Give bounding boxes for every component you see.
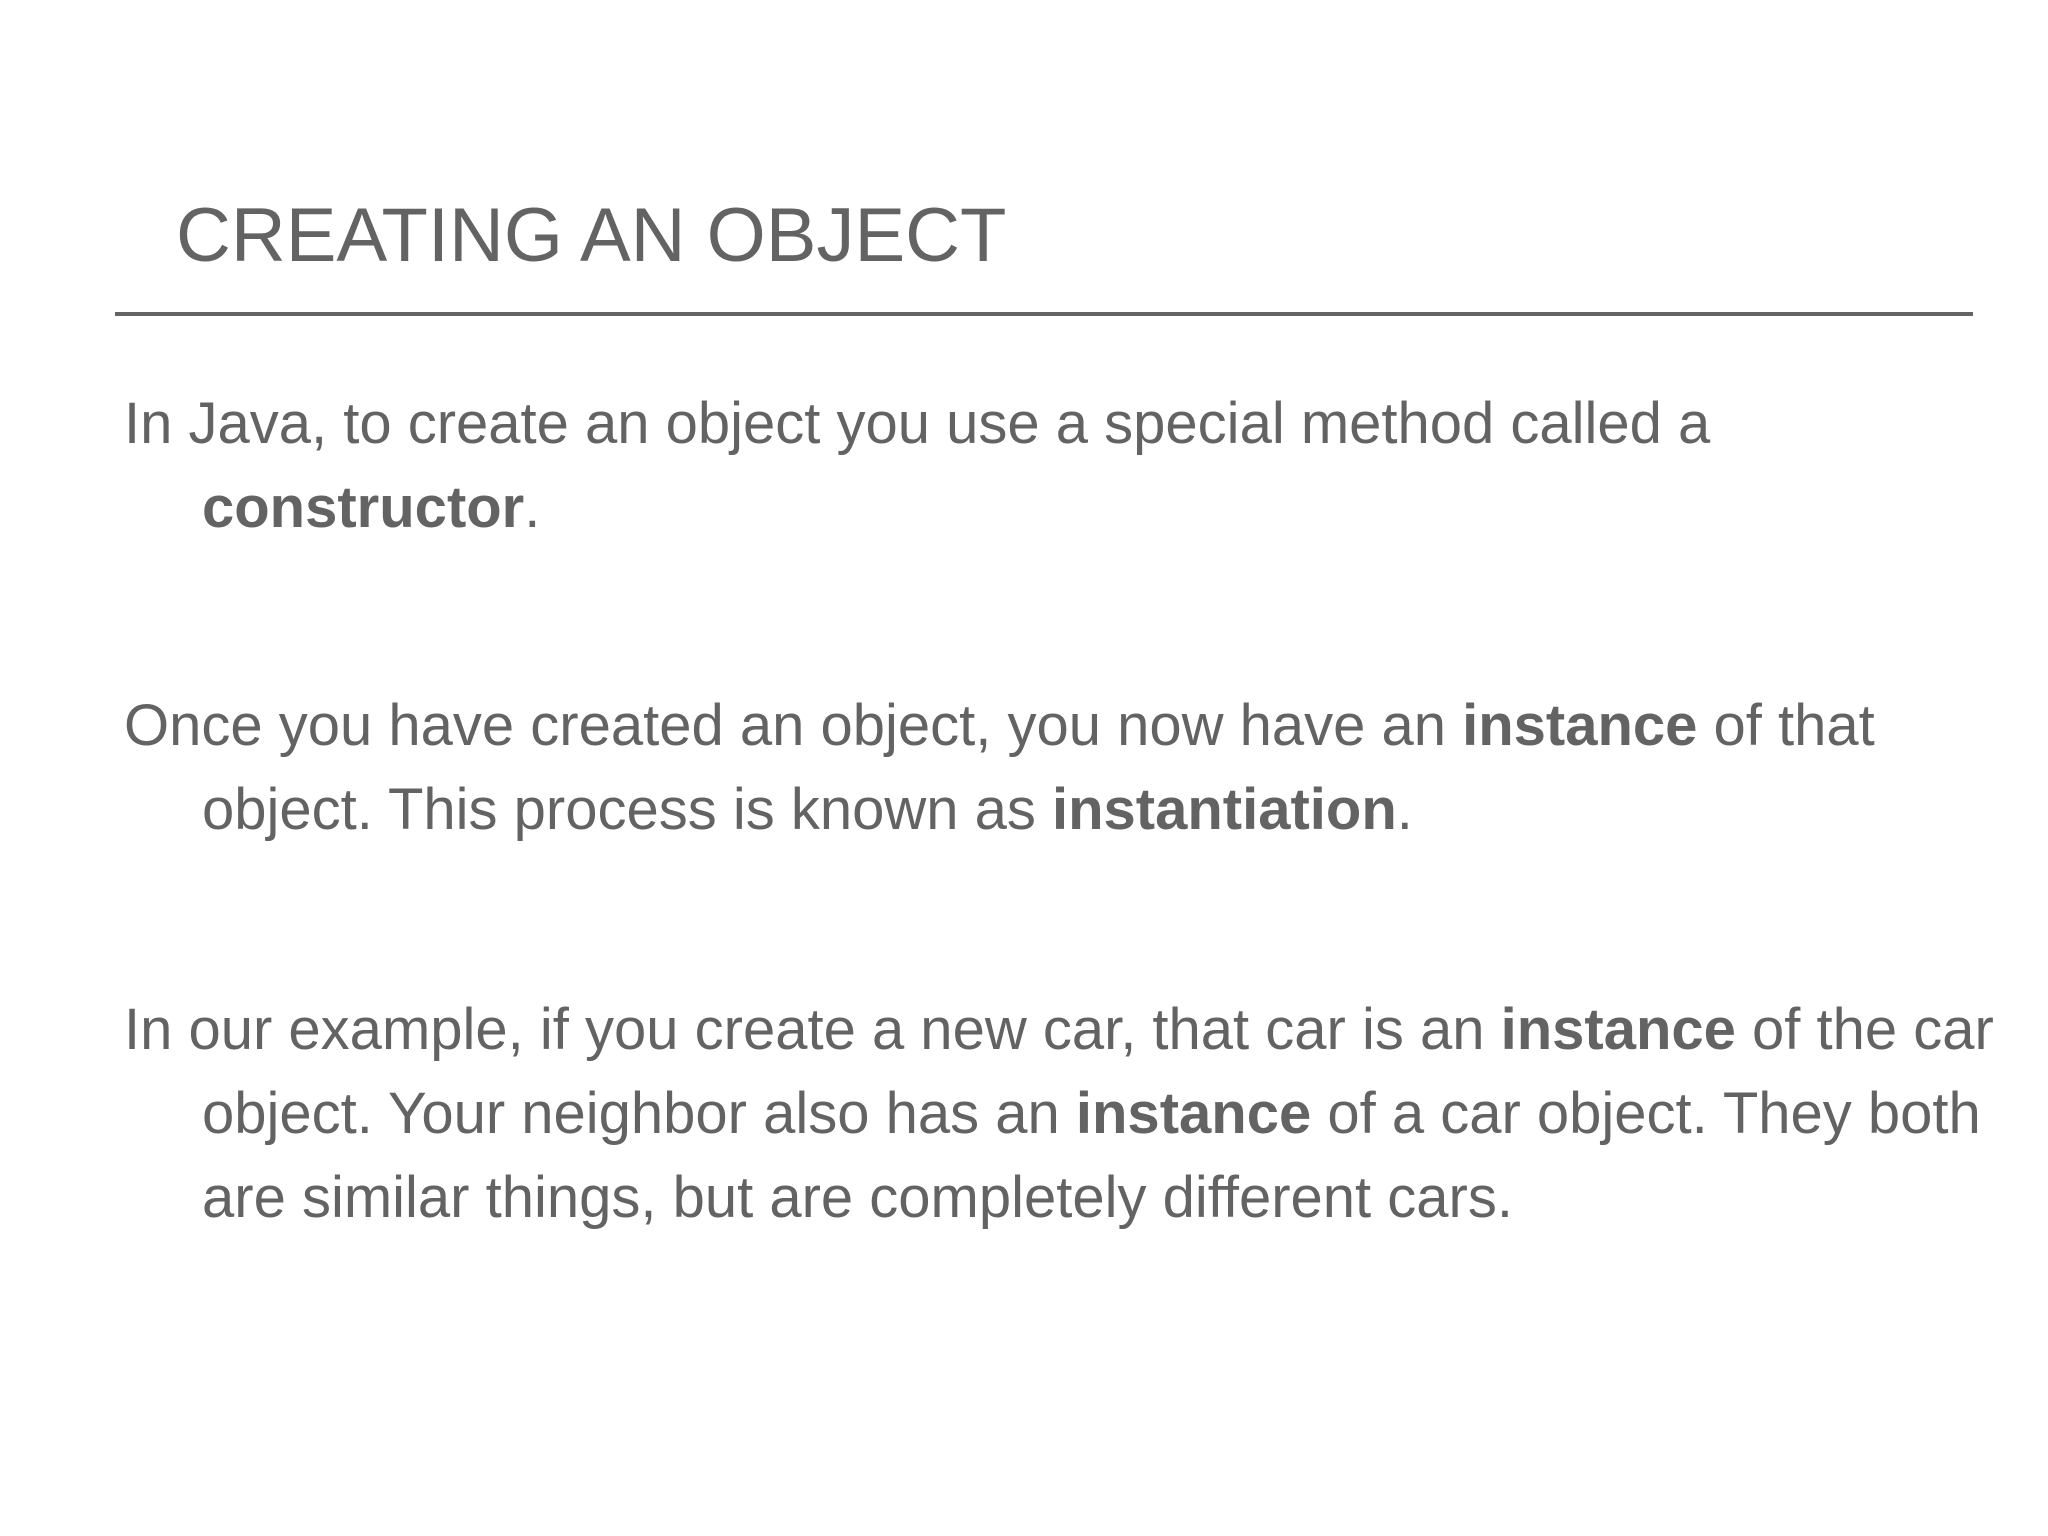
title-divider	[115, 312, 1973, 316]
paragraph-constructor	[124, 382, 2042, 550]
text-span: .	[1396, 777, 1413, 842]
text-span: of a car object. They both are similar things, but are completely different cars.	[202, 1081, 1981, 1230]
bold-term-instance: instance	[1462, 693, 1698, 758]
bold-term-instance: instance	[1075, 1081, 1312, 1146]
text-span: In Java, to create an object you use a special method called a	[124, 391, 1711, 456]
bold-term-instantiation: instantiation	[1051, 777, 1397, 842]
text-span: Once you have created an object, you now have an	[124, 693, 1463, 758]
text-span: .	[524, 475, 541, 540]
bold-term-constructor: constructor	[202, 475, 525, 540]
text-span: of that object. This process is known as	[202, 693, 1875, 842]
paragraph-car-example	[124, 988, 2042, 1240]
slide-title: CREATING AN OBJECT	[176, 193, 1007, 278]
paragraph-instance	[124, 684, 2042, 852]
text-span: In our example, if you create a new car, that car is an	[124, 997, 1501, 1062]
bold-term-instance: instance	[1500, 997, 1736, 1062]
text-span: of the car object. Your neighbor also has an	[202, 997, 1994, 1146]
